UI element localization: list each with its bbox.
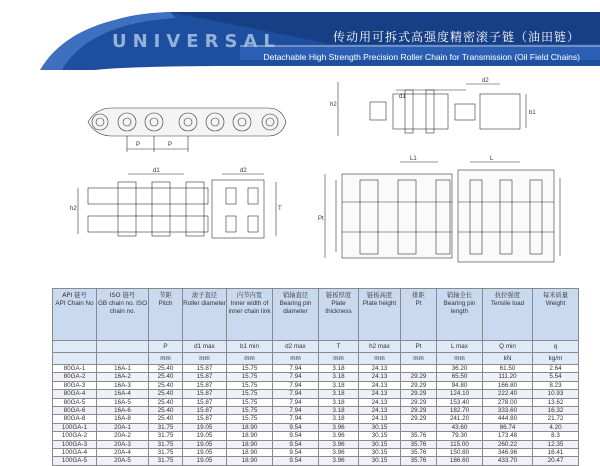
table-row [53, 440, 579, 448]
column-header-en: Weight [545, 300, 566, 307]
column-header-en: Pitch [158, 300, 173, 307]
page-title-en: Detachable High Strength Precision Roller Chain for Transmission (Oil Field Chains) [263, 52, 580, 62]
table-cell: 3.96 [319, 432, 359, 440]
table-cell: 43.60 [437, 423, 483, 431]
table-cell: 9.54 [273, 423, 319, 431]
table-cell: 19.05 [183, 440, 227, 448]
table-cell: 15.75 [227, 415, 273, 423]
table-cell: 30.15 [359, 448, 401, 456]
table-cell: 3.18 [319, 365, 359, 373]
d1-label-top: d1 [399, 94, 406, 100]
h2-label-top: h2 [330, 102, 337, 108]
table-cell: 15.87 [183, 390, 227, 398]
column-unit: mm [401, 353, 437, 365]
table-cell: 260.22 [483, 440, 533, 448]
l1-label: L1 [410, 156, 417, 162]
table-cell: 3.96 [319, 440, 359, 448]
table-cell: 25.40 [149, 415, 183, 423]
column-unit: mm [149, 353, 183, 365]
table-cell: 29.29 [401, 373, 437, 381]
table-cell: 30.15 [359, 432, 401, 440]
table-cell: 16A-8 [97, 415, 149, 423]
table-cell: 100GA-1 [53, 423, 97, 431]
table-cell: 29.29 [401, 406, 437, 414]
column-unit: kg/m [533, 353, 579, 365]
table-cell: 24.13 [359, 381, 401, 389]
table-cell: 222.40 [483, 390, 533, 398]
table-cell: 10.93 [533, 390, 579, 398]
table-cell: 153.40 [437, 398, 483, 406]
table-cell: 18.90 [227, 448, 273, 456]
column-header-cn: 链板高度 [366, 292, 393, 299]
column-unit: mm [273, 353, 319, 365]
table-cell: 3.18 [319, 398, 359, 406]
table-row [53, 457, 579, 465]
column-unit: mm [319, 353, 359, 365]
table-cell: 8.3 [533, 432, 579, 440]
table-cell: 80GA-2 [53, 373, 97, 381]
column-symbol [97, 341, 149, 353]
table-cell: 29.29 [401, 398, 437, 406]
table-cell: 16.32 [533, 406, 579, 414]
column-header-en: GB chain no. ISO chain no. [97, 300, 147, 315]
column-symbol: q [533, 341, 579, 353]
column-symbol: Pt [401, 341, 437, 353]
column-header-cn: 销轴直径 [282, 292, 309, 299]
column-header [273, 289, 319, 341]
h2-label-bottom: h2 [70, 206, 77, 212]
column-header-en: Inner width of inner chain link [228, 300, 271, 315]
table-row [53, 365, 579, 373]
table-cell: 31.75 [149, 440, 183, 448]
table-cell: 278.00 [483, 398, 533, 406]
table-cell: 182.70 [437, 406, 483, 414]
table-cell: 7.94 [273, 415, 319, 423]
table-cell: 7.94 [273, 398, 319, 406]
table-cell: 15.75 [227, 390, 273, 398]
multiplex-top-view [78, 174, 276, 238]
table-cell: 16.41 [533, 448, 579, 456]
specification-table [52, 288, 579, 466]
table-cell: 16A-5 [97, 398, 149, 406]
column-symbol: Q min [483, 341, 533, 353]
table-cell: 3.96 [319, 423, 359, 431]
column-header [401, 289, 437, 341]
column-unit [53, 353, 97, 365]
table-cell: 7.94 [273, 373, 319, 381]
table-row [53, 406, 579, 414]
table-cell: 433.70 [483, 457, 533, 465]
column-header-cn: 销轴全长 [446, 292, 473, 299]
table-cell [401, 365, 437, 373]
column-header-cn: 滚子直径 [191, 292, 218, 299]
table-cell: 16A-6 [97, 406, 149, 414]
t-label: T [278, 206, 282, 212]
table-row [53, 381, 579, 389]
table-cell: 4.20 [533, 423, 579, 431]
column-header-en: Tensile load [490, 300, 525, 307]
page-title-cn: 传动用可拆式高强度精密滚子链（油田链） [332, 30, 580, 44]
column-header-cn: 抗拉强度 [494, 292, 521, 299]
table-body [53, 365, 579, 466]
table-cell: 111.20 [483, 373, 533, 381]
table-cell: 20A-3 [97, 440, 149, 448]
table-cell: 15.75 [227, 398, 273, 406]
table-cell: 30.15 [359, 440, 401, 448]
table-row [53, 423, 579, 431]
table-cell: 3.18 [319, 406, 359, 414]
table-cell: 115.00 [437, 440, 483, 448]
table-cell: 100GA-2 [53, 432, 97, 440]
table-cell: 20A-2 [97, 432, 149, 440]
table-cell: 333.60 [483, 406, 533, 414]
b1-label-top: b1 [529, 110, 536, 116]
table-cell: 19.05 [183, 432, 227, 440]
table-cell: 19.05 [183, 457, 227, 465]
table-cell: 19.05 [183, 423, 227, 431]
column-header [227, 289, 273, 341]
table-cell: 346.96 [483, 448, 533, 456]
chain-drawings [0, 70, 600, 288]
table-cell: 124.10 [437, 390, 483, 398]
table-cell: 16A-4 [97, 390, 149, 398]
table-cell: 20A-5 [97, 457, 149, 465]
table-cell: 13.62 [533, 398, 579, 406]
column-symbol: L max [437, 341, 483, 353]
d2-label-bottom: d2 [240, 168, 247, 174]
table-cell: 80GA-3 [53, 381, 97, 389]
table-cell: 100GA-5 [53, 457, 97, 465]
column-header-cn: 节距 [159, 292, 172, 299]
table-cell: 16A-2 [97, 373, 149, 381]
column-header-cn: API 链号 [62, 292, 87, 299]
table-cell: 24.13 [359, 406, 401, 414]
column-header [359, 289, 401, 341]
table-cell: 7.94 [273, 365, 319, 373]
table-cell: 7.94 [273, 381, 319, 389]
table-cell: 2.64 [533, 365, 579, 373]
table-cell: 35.76 [401, 448, 437, 456]
column-header-en: Pt [415, 300, 422, 307]
table-cell: 21.72 [533, 415, 579, 423]
table-cell: 150.80 [437, 448, 483, 456]
table-cell: 25.40 [149, 406, 183, 414]
table-cell: 3.18 [319, 381, 359, 389]
symbol-row [53, 341, 579, 353]
table-cell: 15.75 [227, 381, 273, 389]
table-row [53, 398, 579, 406]
column-symbol: h2 max [359, 341, 401, 353]
table-cell: 19.05 [183, 448, 227, 456]
table-cell: 31.75 [149, 457, 183, 465]
table-cell: 15.75 [227, 365, 273, 373]
column-symbol [53, 341, 97, 353]
table-cell: 24.13 [359, 415, 401, 423]
table-cell: 18.90 [227, 440, 273, 448]
table-cell: 24.13 [359, 390, 401, 398]
table-cell: 173.48 [483, 432, 533, 440]
column-header-cn: 排距 [412, 292, 425, 299]
column-symbol: T [319, 341, 359, 353]
table-cell: 9.54 [273, 440, 319, 448]
table-row [53, 415, 579, 423]
table-cell: 18.90 [227, 457, 273, 465]
column-unit [97, 353, 149, 365]
column-header [483, 289, 533, 341]
column-header-cn: 内节内宽 [236, 292, 263, 299]
table-cell: 25.40 [149, 373, 183, 381]
table-cell: 79.30 [437, 432, 483, 440]
column-unit: mm [437, 353, 483, 365]
column-header-en: Bearing pin length [443, 300, 476, 315]
table-cell: 100GA-3 [53, 440, 97, 448]
table-cell: 80GA-1 [53, 365, 97, 373]
table-cell: 444.80 [483, 415, 533, 423]
column-header [53, 289, 97, 341]
table-cell: 5.54 [533, 373, 579, 381]
column-header [437, 289, 483, 341]
table-cell: 3.18 [319, 390, 359, 398]
table-cell: 20.47 [533, 457, 579, 465]
column-header-en: Roller diameter [183, 300, 226, 307]
table-cell: 35.76 [401, 432, 437, 440]
table-cell: 100GA-4 [53, 448, 97, 456]
table-cell: 9.54 [273, 457, 319, 465]
table-cell: 20A-1 [97, 423, 149, 431]
column-symbol: d1 max [183, 341, 227, 353]
table-cell: 35.76 [401, 457, 437, 465]
table-cell: 35.76 [401, 440, 437, 448]
table-cell: 24.13 [359, 398, 401, 406]
multiplex-section-view [325, 162, 560, 262]
table-cell: 25.40 [149, 365, 183, 373]
column-header [183, 289, 227, 341]
table-cell: 15.87 [183, 373, 227, 381]
table-cell: 31.75 [149, 423, 183, 431]
table-cell: 25.40 [149, 398, 183, 406]
table-cell: 16A-1 [97, 365, 149, 373]
table-cell: 30.15 [359, 423, 401, 431]
table-cell: 9.54 [273, 432, 319, 440]
table-cell: 7.94 [273, 390, 319, 398]
column-header [149, 289, 183, 341]
table-row [53, 373, 579, 381]
table-cell: 18.90 [227, 432, 273, 440]
table-cell: 15.87 [183, 398, 227, 406]
column-header-en: API Chain No [55, 300, 94, 307]
table-cell: 15.75 [227, 406, 273, 414]
table-cell [401, 423, 437, 431]
table-cell: 86.74 [483, 423, 533, 431]
column-symbol: P [149, 341, 183, 353]
column-unit: mm [227, 353, 273, 365]
column-unit: mm [359, 353, 401, 365]
l-label: L [490, 156, 494, 162]
table-cell: 15.87 [183, 381, 227, 389]
table-cell: 31.75 [149, 432, 183, 440]
column-header-en: Plate thickness [325, 300, 352, 315]
table-row [53, 390, 579, 398]
table-cell: 25.40 [149, 390, 183, 398]
table-cell: 80GA-4 [53, 390, 97, 398]
table-cell: 65.50 [437, 373, 483, 381]
brand-watermark: UNIVERSAL [112, 31, 281, 52]
table-cell: 36.20 [437, 365, 483, 373]
table-cell: 30.15 [359, 457, 401, 465]
table-cell: 166.80 [483, 381, 533, 389]
table-cell: 3.18 [319, 415, 359, 423]
table-cell: 29.29 [401, 415, 437, 423]
column-header-cn: 每米质量 [542, 292, 569, 299]
table-cell: 186.60 [437, 457, 483, 465]
table-cell: 29.29 [401, 390, 437, 398]
column-header [319, 289, 359, 341]
d2-label-top: d2 [482, 78, 489, 84]
column-header-cn: 链板厚度 [325, 292, 352, 299]
table-cell: 24.13 [359, 373, 401, 381]
table-cell: 15.87 [183, 365, 227, 373]
table-cell: 24.13 [359, 365, 401, 373]
column-symbol: d2 max [273, 341, 319, 353]
simplex-side-view [88, 108, 286, 152]
column-unit: mm [183, 353, 227, 365]
table-cell: 3.96 [319, 457, 359, 465]
table-cell: 80GA-6 [53, 406, 97, 414]
table-cell: 94.80 [437, 381, 483, 389]
table-cell: 31.75 [149, 448, 183, 456]
simplex-section-view [338, 82, 526, 136]
header-row [53, 289, 579, 341]
table-cell: 20A-4 [97, 448, 149, 456]
table-cell: 15.87 [183, 406, 227, 414]
column-unit: kN [483, 353, 533, 365]
table-cell: 25.40 [149, 381, 183, 389]
table-row [53, 432, 579, 440]
table-cell: 16A-3 [97, 381, 149, 389]
table-cell: 8.23 [533, 381, 579, 389]
column-symbol: b1 min [227, 341, 273, 353]
d1-label-bottom: d1 [153, 168, 160, 174]
pt-label: Pt [318, 216, 324, 222]
column-header [97, 289, 149, 341]
column-header [533, 289, 579, 341]
unit-row [53, 353, 579, 365]
table-cell: 3.96 [319, 448, 359, 456]
table-cell: 29.29 [401, 381, 437, 389]
table-cell: 9.54 [273, 448, 319, 456]
table-cell: 241.20 [437, 415, 483, 423]
column-header-cn: ISO 链号 [109, 292, 136, 299]
table-cell: 61.50 [483, 365, 533, 373]
table-cell: 80GA-8 [53, 415, 97, 423]
column-header-en: Bearing pin diameter [279, 300, 312, 315]
table-cell: 12.35 [533, 440, 579, 448]
table-cell: 7.94 [273, 406, 319, 414]
table-cell: 15.75 [227, 373, 273, 381]
column-header-en: Plate height [362, 300, 397, 307]
table-cell: 3.18 [319, 373, 359, 381]
pitch-label-1: P [136, 142, 141, 148]
table-cell: 15.87 [183, 415, 227, 423]
table-cell: 80GA-5 [53, 398, 97, 406]
pitch-label-2: P [168, 142, 173, 148]
table-cell: 18.90 [227, 423, 273, 431]
